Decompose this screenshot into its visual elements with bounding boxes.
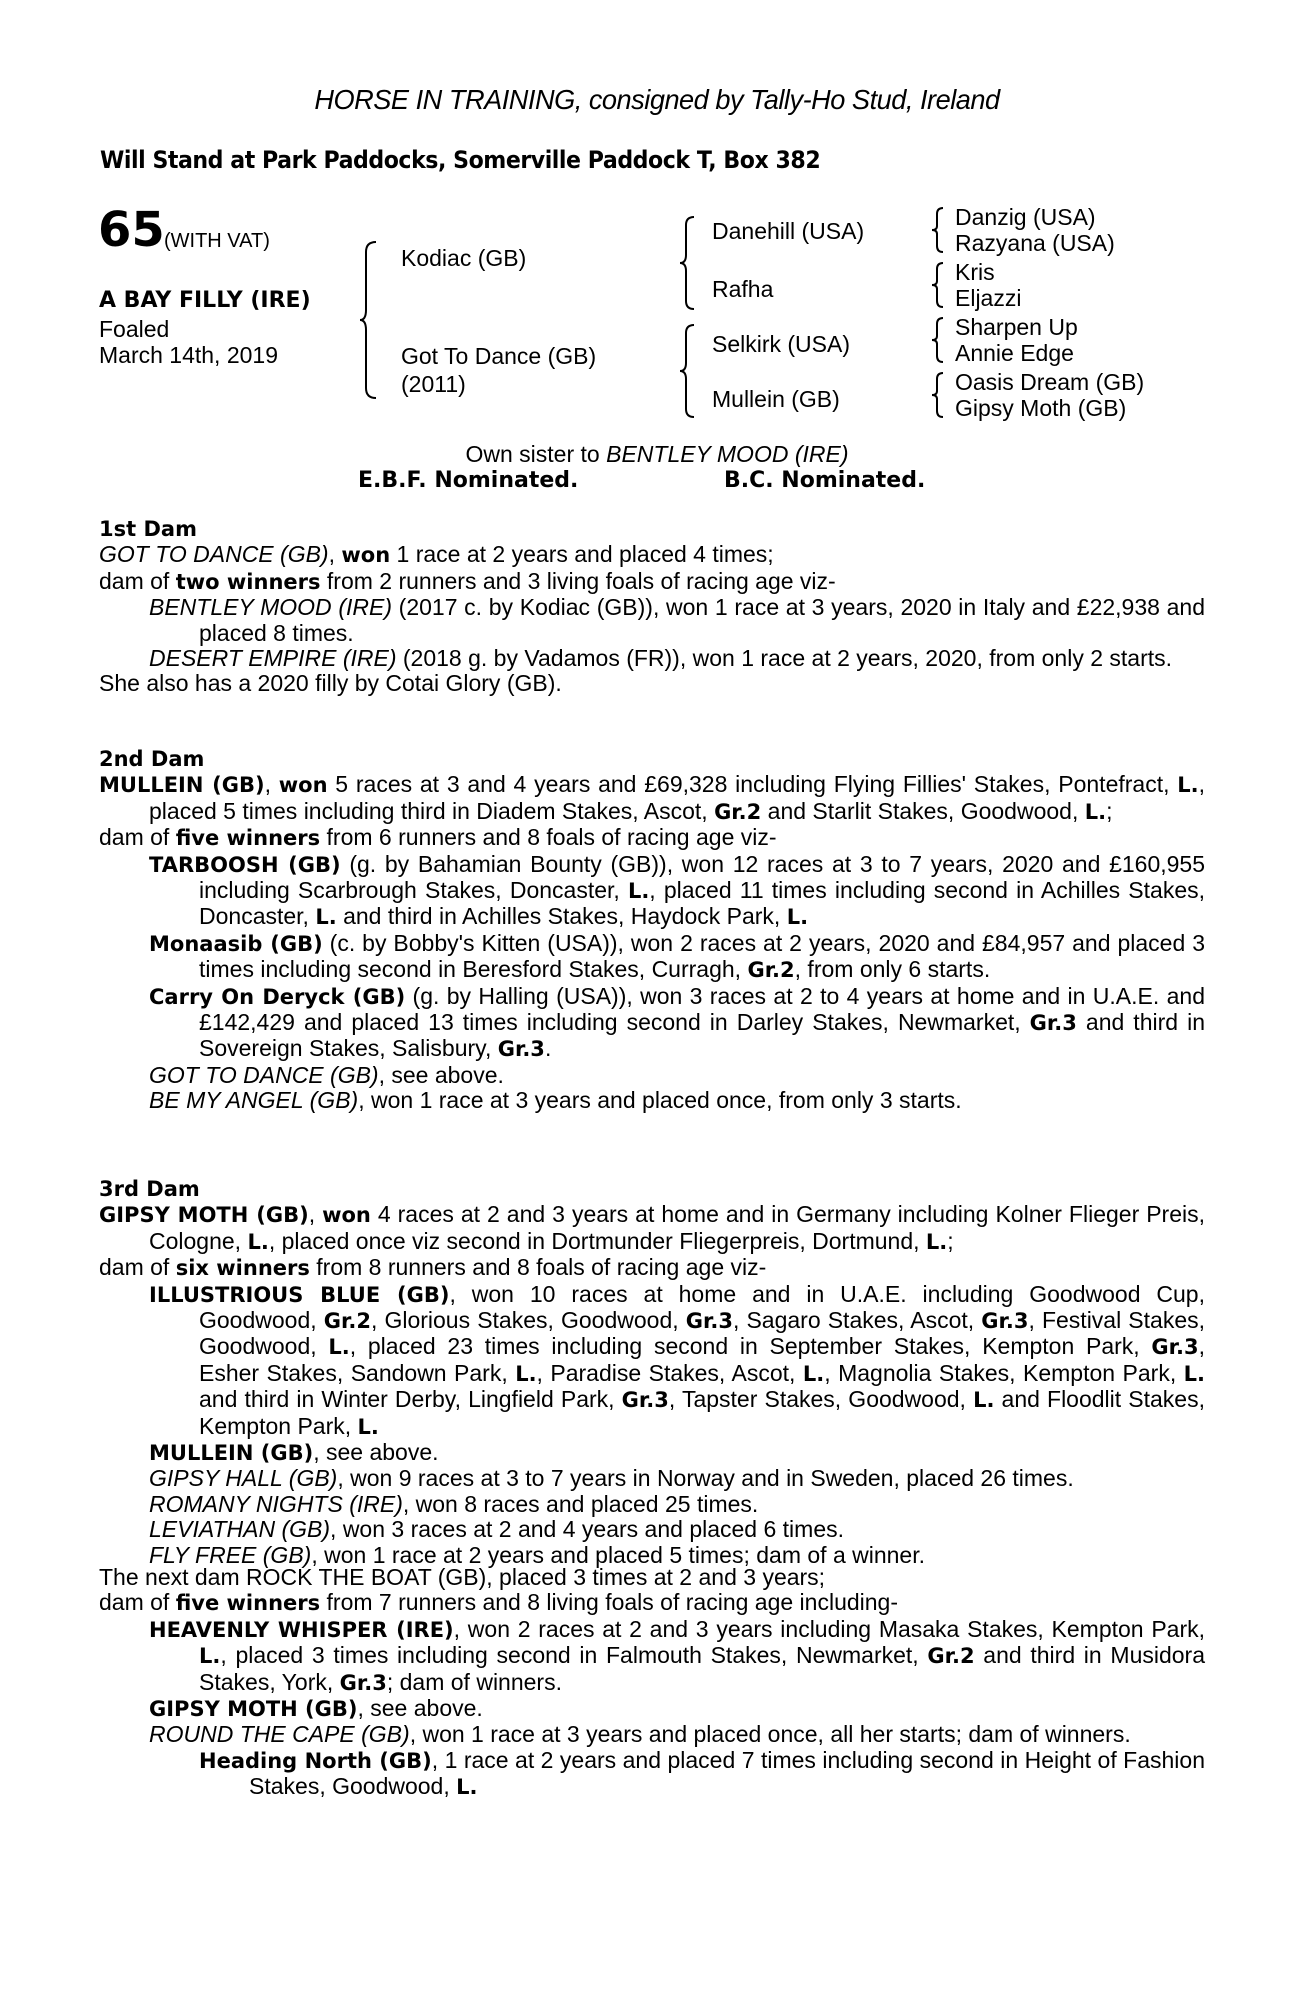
horse-description: A BAY FILLY (IRE)	[99, 288, 311, 313]
produce-entry: Monaasib (GB) (c. by Bobby's Kitten (USA)), won 2 races at 2 years, 2020 and £84,957 and placed 3 times including second in Beresford Stakes, Curragh, Gr.2, from only 6 starts.	[149, 929, 1205, 983]
second-dam-heading: 2nd Dam	[99, 747, 205, 771]
produce-entry: GIPSY HALL (GB), won 9 races at 3 to 7 years in Norway and in Sweden, placed 26 times.	[149, 1465, 1074, 1492]
ebf-nominated: E.B.F. Nominated.	[358, 468, 579, 493]
second-dam-section	[99, 747, 1205, 1114]
produce-entry: MULLEIN (GB), see above.	[149, 1439, 439, 1466]
foaled-label: Foaled	[99, 316, 170, 342]
pedigree-brace-g3-1	[930, 206, 946, 254]
bc-nominated: B.C. Nominated.	[724, 468, 926, 493]
produce-entry: ROUND THE CAPE (GB), won 1 race at 3 years and placed once, all her starts; dam of winners.	[149, 1721, 1131, 1748]
produce-entry: ILLUSTRIOUS BLUE (GB), won 10 races at home and in U.A.E. including Goodwood Cup, Goodwood, Gr.2, Glorious Stakes, Goodwood, Gr.3, Sagaro Stakes, Ascot, Gr.3, Festival Stakes, Goodwood, L., placed 23 times including second in September Stakes, Kempton Park, Gr.3, Esher Stakes, Sandown Park, L., Paradise Stakes, Ascot, L., Magnolia Stakes, Kempton Park, L. and third in Winter Derby, Lingfield Park, Gr.3, Tapster Stakes, Goodwood, L. and Floodlit Stakes, Kempton Park, L.	[149, 1280, 1206, 1439]
pedigree-g3-3: Kris	[955, 259, 995, 285]
pedigree-dam: Got To Dance (GB)	[401, 343, 597, 369]
produce-entry: DESERT EMPIRE (IRE) (2018 g. by Vadamos (FR)), won 1 race at 2 years, 2020, from only 2 starts.	[149, 645, 1173, 672]
second-dam-produce: dam of five winners from 6 runners and 8 foals of racing age viz-	[99, 824, 777, 851]
produce-entry: ROMANY NIGHTS (IRE), won 8 races and placed 25 times.	[149, 1490, 759, 1517]
pedigree-dam-sire: Selkirk (USA)	[712, 331, 851, 357]
pedigree-g3-1: Danzig (USA)	[955, 204, 1096, 230]
produce-entry: GOT TO DANCE (GB), see above.	[149, 1061, 504, 1088]
pedigree-dam-dam: Mullein (GB)	[712, 386, 840, 412]
pedigree-g3-2: Razyana (USA)	[955, 230, 1115, 256]
lot-number: 65	[98, 202, 165, 258]
pedigree-brace-g3-2	[930, 261, 946, 309]
stabling-location: Will Stand at Park Paddocks, Somerville Paddock T, Box 382	[100, 146, 821, 174]
next-dam-section	[99, 1565, 1205, 1801]
pedigree-g3-7: Oasis Dream (GB)	[955, 369, 1145, 395]
produce-entry: TARBOOSH (GB) (g. by Bahamian Bounty (GB)), won 12 races at 3 to 7 years, 2020 and £160,955 including Scarbrough Stakes, Doncaster, L., placed 11 times including second in Achilles Stakes, Doncaster, L. and third in Achilles Stakes, Haydock Park, L.	[149, 850, 1205, 930]
pedigree-brace-g3-3	[930, 316, 946, 364]
first-dam-section	[99, 517, 1205, 697]
produce-entry: Carry On Deryck (GB) (g. by Halling (USA)), won 3 races at 2 to 4 years at home and in U.A.E. and £142,429 and placed 13 times including second in Darley Stakes, Newmarket, Gr.3 and third in Sovereign Stakes, Salisbury, Gr.3.	[149, 982, 1205, 1062]
pedigree-dam-year: (2011)	[401, 371, 466, 397]
pedigree-brace-dam	[678, 323, 698, 419]
produce-entry: Heading North (GB), 1 race at 2 years and placed 7 times including second in Height of Fashion Stakes, Goodwood, L.	[199, 1746, 1205, 1800]
pedigree-brace-g3-4	[930, 371, 946, 419]
produce-entry: BENTLEY MOOD (IRE) (2017 c. by Kodiac (GB)), won 1 race at 3 years, 2020 in Italy and £22,938 and placed 8 times.	[149, 594, 1205, 646]
pedigree-sire-sire: Danehill (USA)	[712, 218, 865, 244]
pedigree-g3-4: Eljazzi	[955, 285, 1022, 311]
vat-note: (WITH VAT)	[164, 230, 270, 252]
pedigree-brace-main	[358, 240, 382, 400]
first-dam-produce: dam of two winners from 2 runners and 3 living foals of racing age viz-	[99, 567, 836, 594]
first-dam-heading: 1st Dam	[99, 517, 197, 541]
pedigree-g3-8: Gipsy Moth (GB)	[955, 395, 1127, 421]
own-sister-name: BENTLEY MOOD (IRE)	[606, 441, 849, 467]
foaled-date: March 14th, 2019	[99, 342, 279, 368]
produce-entry: GIPSY MOTH (GB), see above.	[149, 1695, 483, 1722]
third-dam-section	[99, 1177, 1205, 1568]
next-dam-produce: dam of five winners from 7 runners and 8 living foals of racing age including-	[99, 1589, 898, 1616]
pedigree-g3-6: Annie Edge	[955, 340, 1074, 366]
third-dam-produce: dam of six winners from 8 runners and 8 foals of racing age viz-	[99, 1254, 767, 1281]
pedigree-brace-sire	[678, 215, 698, 311]
pedigree-sire-dam: Rafha	[712, 276, 774, 302]
pedigree-sire: Kodiac (GB)	[401, 245, 527, 271]
first-dam-summary: GOT TO DANCE (GB), won 1 race at 2 years and placed 4 times;	[99, 541, 774, 568]
first-dam-also: She also has a 2020 filly by Cotai Glory (GB).	[99, 670, 562, 697]
own-sister-prefix: Own sister to	[465, 441, 607, 467]
own-sister-note	[0, 441, 1314, 468]
produce-entry: FLY FREE (GB), won 1 race at 2 years and placed 5 times; dam of a winner.	[149, 1541, 925, 1568]
produce-entry: LEVIATHAN (GB), won 3 races at 2 and 4 years and placed 6 times.	[149, 1516, 845, 1543]
third-dam-summary: GIPSY MOTH (GB), won 4 races at 2 and 3 years at home and in Germany including Kolner Flieger Preis, Cologne, L., placed once viz second in Dortmunder Fliegerpreis, Dortmund, L.;	[99, 1201, 1206, 1254]
next-dam-summary: The next dam ROCK THE BOAT (GB), placed 3 times at 2 and 3 years;	[99, 1564, 826, 1590]
third-dam-heading: 3rd Dam	[99, 1177, 200, 1201]
foaled-info	[99, 316, 278, 368]
second-dam-summary: MULLEIN (GB), won 5 races at 3 and 4 years and £69,328 including Flying Fillies' Stakes, Pontefract, L., placed 5 times including third in Diadem Stakes, Ascot, Gr.2 and Starlit Stakes, Goodwood, L.;	[99, 771, 1205, 824]
pedigree-g3-5: Sharpen Up	[955, 314, 1078, 340]
produce-entry: HEAVENLY WHISPER (IRE), won 2 races at 2 and 3 years including Masaka Stakes, Kempton Park, L., placed 3 times including second in Falmouth Stakes, Newmarket, Gr.2 and third in Musidora Stakes, York, Gr.3; dam of winners.	[149, 1615, 1206, 1695]
page-title: HORSE IN TRAINING, consigned by Tally-Ho Stud, Ireland	[314, 84, 1000, 115]
produce-entry: BE MY ANGEL (GB), won 1 race at 3 years and placed once, from only 3 starts.	[149, 1087, 962, 1114]
